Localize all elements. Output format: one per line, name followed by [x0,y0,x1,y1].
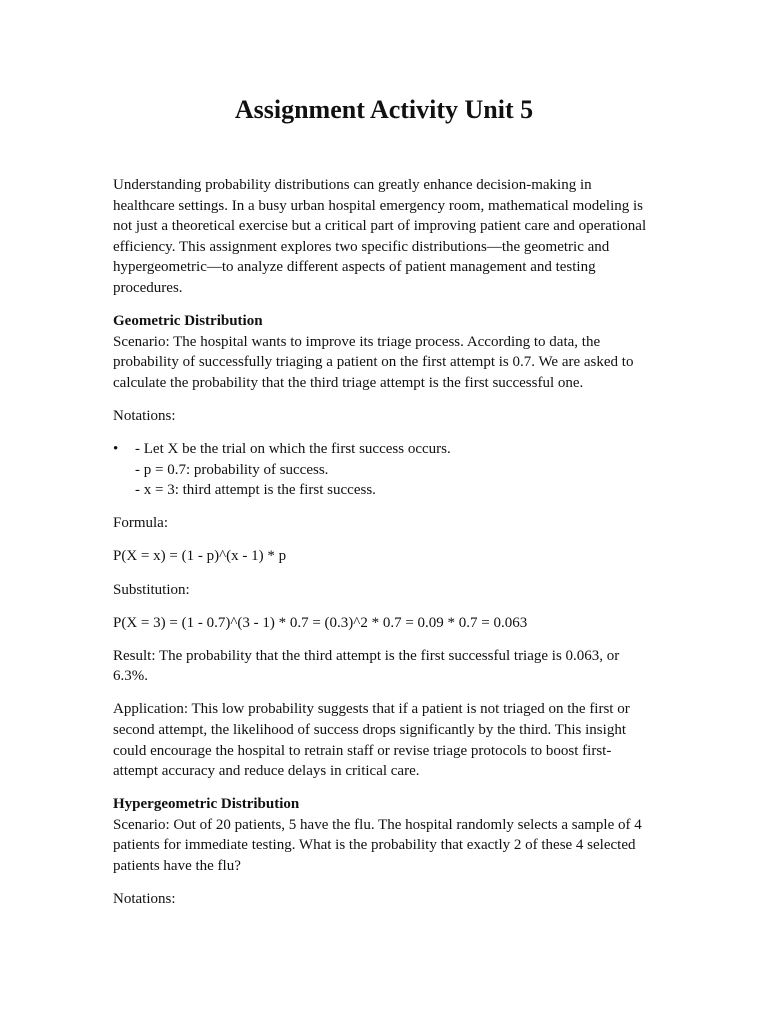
hypergeometric-notations-label: Notations: [113,891,176,908]
document-body [113,175,655,922]
geometric-scenario: Scenario: The hospital wants to improve its triage process. According to data, the probability of successfully triaging a patient on the first attempt is 0.7. We are asked to calculate the probability that the third triage attempt is the first successful one. [113,333,634,391]
geometric-heading: Geometric Distribution [113,313,263,330]
hypergeometric-heading: Hypergeometric Distribution [113,796,300,813]
bullet-icon: • [113,441,119,458]
geometric-formula-label: Formula: [113,515,168,532]
geometric-notations-label: Notations: [113,407,176,424]
intro-paragraph: Understanding probability distributions can greatly enhance decision-making in healthcare settings. In a busy urban hospital emergency room, mathematical modeling is not just a theoretical exercise but a critical part of improving patient care and operational efficiency. This assignment explores two specific distributions—the geometric and hypergeometric—to analyze different aspects of patient management and testing procedures. [113,177,647,296]
geometric-section [113,311,655,393]
geometric-result: Result: The probability that the third attempt is the first successful triage is 0.063, or 6.3%. [113,647,620,685]
hypergeometric-section [113,794,655,876]
document-title: Assignment Activity Unit 5 [234,95,534,124]
notation-item: - Let X be the trial on which the first success occurs. [135,441,451,458]
hypergeometric-scenario: Scenario: Out of 20 patients, 5 have the flu. The hospital randomly selects a sample of 4 patients for immediate testing. What is the probability that exactly 2 of these 4 selected patients have the flu? [113,816,642,875]
geometric-application: Application: This low probability suggests that if a patient is not triaged on the first or second attempt, the likelihood of success drops significantly by the third. This insight could encourage the hospital to retrain staff or revise triage protocols to boost first-attempt accuracy and reduce delays in critical care. [113,701,630,780]
geometric-notations-list [113,439,655,501]
geometric-substitution: P(X = 3) = (1 - 0.7)^(3 - 1) * 0.7 = (0.3)^2 * 0.7 = 0.09 * 0.7 = 0.063 [113,614,528,631]
geometric-substitution-label: Substitution: [113,581,190,598]
geometric-formula: P(X = x) = (1 - p)^(x - 1) * p [113,548,287,565]
notation-item: - p = 0.7: probability of success. [135,461,329,478]
notation-item: - x = 3: third attempt is the first success. [135,482,376,499]
